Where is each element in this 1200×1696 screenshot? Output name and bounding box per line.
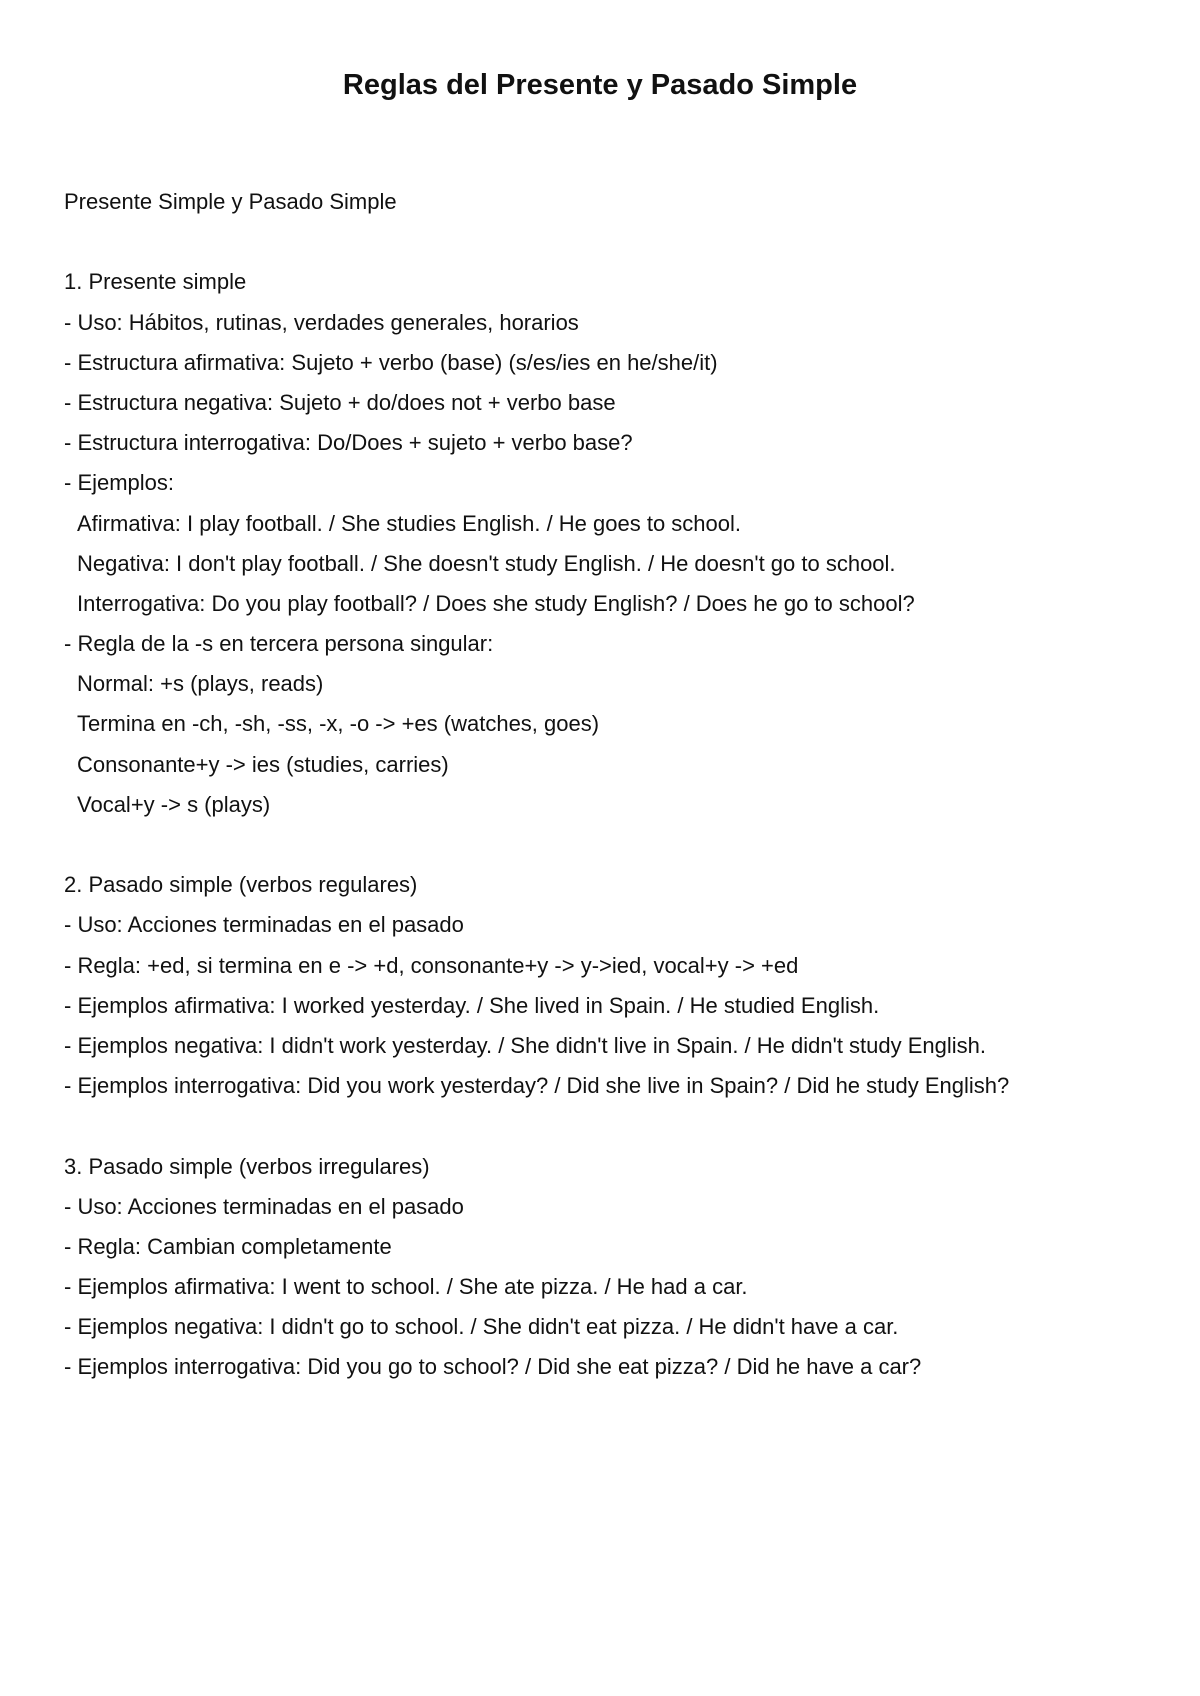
page-title: Reglas del Presente y Pasado Simple — [342, 69, 858, 101]
section-line: - Estructura afirmativa: Sujeto + verbo (base) (s/es/ies en he/she/it) — [64, 349, 718, 375]
section-line: - Uso: Hábitos, rutinas, verdades generales, horarios — [64, 309, 579, 335]
section-line: - Regla: +ed, si termina en e -> +d, consonante+y -> y->ied, vocal+y -> +ed — [64, 952, 799, 978]
section-line: - Ejemplos negativa: I didn't go to school. / She didn't eat pizza. / He didn't have a car. — [64, 1314, 899, 1340]
rule-line: Normal: +s (plays, reads) — [77, 671, 324, 697]
section-line: - Ejemplos afirmativa: I went to school. / She ate pizza. / He had a car. — [64, 1274, 748, 1300]
section-heading: 1. Presente simple — [64, 269, 247, 295]
section-line: - Ejemplos interrogativa: Did you go to school? / Did she eat pizza? / Did he have a car? — [64, 1354, 922, 1380]
section-heading: 2. Pasado simple (verbos regulares) — [64, 872, 418, 898]
example-line: Interrogativa: Do you play football? / Does she study English? / Does he go to school? — [77, 590, 915, 616]
spacer — [64, 1106, 1154, 1146]
document-subtitle: Presente Simple y Pasado Simple — [64, 189, 397, 214]
rule-heading: - Regla de la -s en tercera persona singular: — [64, 631, 494, 657]
section-line: - Estructura interrogativa: Do/Does + sujeto + verbo base? — [64, 430, 633, 456]
rule-line: Vocal+y -> s (plays) — [77, 791, 271, 817]
section-line: - Ejemplos interrogativa: Did you work yesterday? / Did she live in Spain? / Did he study English? — [64, 1073, 1010, 1099]
section-line: - Uso: Acciones terminadas en el pasado — [64, 912, 464, 938]
rule-line: Consonante+y -> ies (studies, carries) — [77, 751, 449, 777]
section-heading: 3. Pasado simple (verbos irregulares) — [64, 1153, 430, 1179]
section-line: - Ejemplos afirmativa: I worked yesterday. / She lived in Spain. / He studied English. — [64, 992, 880, 1018]
spacer — [64, 825, 1154, 865]
section-line: - Ejemplos: — [64, 470, 175, 496]
section-line: - Estructura negativa: Sujeto + do/does not + verbo base — [64, 389, 616, 415]
example-line: Negativa: I don't play football. / She doesn't study English. / He doesn't go to school. — [77, 550, 896, 576]
section-line: - Uso: Acciones terminadas en el pasado — [64, 1193, 464, 1219]
spacer — [64, 222, 1154, 262]
example-line: Afirmativa: I play football. / She studies English. / He goes to school. — [77, 510, 742, 536]
section-line: - Ejemplos negativa: I didn't work yesterday. / She didn't live in Spain. / He didn't study English. — [64, 1032, 987, 1058]
rule-line: Termina en -ch, -sh, -ss, -x, -o -> +es (watches, goes) — [77, 711, 600, 737]
section-line: - Regla: Cambian completamente — [64, 1233, 392, 1259]
document-body — [64, 182, 1154, 1388]
